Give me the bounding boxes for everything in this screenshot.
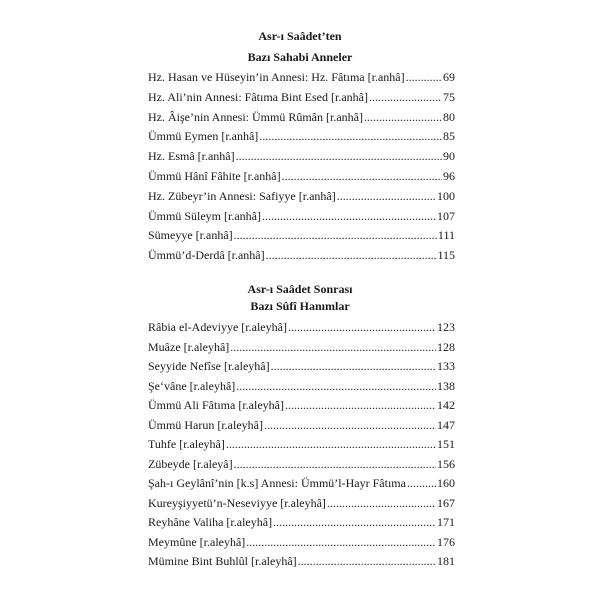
entry-title: Hz. Esmâ [r.anhâ]: [148, 149, 235, 164]
entry-page-number: 80: [443, 109, 455, 124]
section2-heading-line2: Bazı Sûfî Hanımlar: [250, 299, 350, 313]
entry-title: Ümmü’d-Derdâ [r.anhâ]: [148, 248, 265, 263]
entry-page-number: 133: [437, 359, 455, 373]
dot-leader: [226, 435, 436, 455]
toc-entry[interactable]: [148, 88, 455, 108]
toc-entry[interactable]: [148, 338, 455, 358]
entry-title: Seyyide Nefîse [r.aleyhâ]: [148, 359, 270, 373]
entry-page-number: 181: [437, 554, 455, 568]
dot-leader: [262, 207, 436, 227]
entry-title: Meymûne [r.aleyhâ]: [148, 534, 246, 549]
toc-entry[interactable]: [148, 455, 455, 475]
entry-page-number: 100: [437, 188, 455, 203]
entry-page-number: 176: [437, 534, 455, 549]
entry-page-number: 151: [437, 437, 455, 451]
entry-title: Ümmü Süleym [r.anhâ]: [148, 208, 261, 223]
toc-entry[interactable]: [148, 396, 455, 416]
entry-title: Tuhfe [r.aleyhâ]: [148, 437, 225, 451]
toc-entry[interactable]: [148, 357, 455, 377]
dot-leader: [236, 377, 436, 397]
toc-entry[interactable]: [148, 435, 455, 455]
entry-title: Hz. Zübeyr’in Annesi: Safiyye [r.anhâ]: [148, 188, 336, 203]
entry-page-number: 128: [437, 339, 455, 354]
section1-heading-line2: Bazı Sahabi Anneler: [247, 50, 353, 64]
toc-entry[interactable]: [148, 207, 455, 227]
toc-entry[interactable]: [148, 474, 455, 494]
entry-title: Ümmü Eymen [r.anhâ]: [148, 129, 259, 144]
entry-title: Râbia el-Adeviyye [r.aleyhâ]: [148, 320, 287, 334]
toc-entry[interactable]: [148, 318, 455, 338]
entry-page-number: 75: [443, 89, 455, 104]
entry-title: Ümmü Hânî Fâhite [r.anhâ]: [148, 168, 281, 183]
dot-leader: [246, 533, 436, 553]
dot-leader: [234, 455, 436, 475]
entry-page-number: 90: [443, 149, 455, 164]
entry-title: Hz. Âişe’nin Annesi: Ümmü Rûmân [r.anhâ]: [148, 109, 363, 124]
entry-title: Şe‘vâne [r.aleyhâ]: [148, 378, 236, 393]
entry-page-number: 85: [443, 129, 455, 144]
dot-leader: [288, 318, 436, 338]
entry-title: Sümeyye [r.anhâ]: [148, 228, 233, 243]
dot-leader: [298, 552, 436, 572]
entry-title: Zübeyde [r.aleyâ]: [148, 456, 233, 471]
entry-page-number: 123: [437, 320, 455, 334]
entry-page-number: 156: [437, 456, 455, 471]
dot-leader: [369, 88, 442, 108]
entry-page-number: 96: [443, 168, 455, 183]
toc-entry[interactable]: [148, 552, 455, 572]
toc-entry[interactable]: [148, 416, 455, 436]
toc-entry[interactable]: [148, 246, 455, 266]
entry-page-number: 171: [437, 515, 455, 529]
entry-page-number: 160: [437, 476, 455, 490]
dot-leader: [236, 147, 442, 167]
entry-page-number: 115: [437, 248, 455, 263]
toc-entry[interactable]: [148, 377, 455, 397]
entry-page-number: 111: [437, 228, 455, 243]
dot-leader: [264, 416, 436, 436]
entry-page-number: 142: [437, 398, 455, 412]
entry-page-number: 147: [437, 417, 455, 432]
dot-leader: [406, 68, 442, 88]
entry-title: Muâze [r.aleyhâ]: [148, 339, 230, 354]
section2-toc-list: [148, 318, 455, 572]
toc-entry[interactable]: [148, 226, 455, 246]
dot-leader: [259, 127, 442, 147]
dot-leader: [273, 513, 436, 533]
toc-entry[interactable]: [148, 494, 455, 514]
entry-title: Reyhâne Valiha [r.aleyhâ]: [148, 515, 273, 529]
dot-leader: [266, 246, 437, 266]
dot-leader: [230, 338, 436, 358]
entry-title: Hz. Ali’nin Annesi: Fâtıma Bint Esed [r.anhâ]: [148, 89, 368, 104]
toc-entry[interactable]: [148, 533, 455, 553]
toc-entry[interactable]: [148, 187, 455, 207]
entry-title: Şah-ı Geylânî’nin [k.s] Annesi: Ümmü’l-Hayr Fâtıma: [148, 476, 406, 490]
toc-entry[interactable]: [148, 108, 455, 128]
section1-toc-list: [148, 68, 455, 266]
dot-leader: [337, 187, 436, 207]
entry-title: Mümine Bint Buhlûl [r.aleyhâ]: [148, 554, 297, 568]
entry-title: Kureyşiyyetü’n-Neseviyye [r.aleyhâ]: [148, 495, 326, 510]
section2-heading-line1: Asr-ı Saâdet Sonrası: [247, 282, 353, 296]
toc-entry[interactable]: [148, 68, 455, 88]
dot-leader: [234, 226, 437, 246]
dot-leader: [282, 167, 442, 187]
dot-leader: [407, 474, 436, 494]
entry-title: Ümmü Ali Fâtıma [r.aleyhâ]: [148, 398, 284, 412]
toc-entry[interactable]: [148, 147, 455, 167]
dot-leader: [364, 108, 442, 128]
toc-entry[interactable]: [148, 127, 455, 147]
entry-title: Hz. Hasan ve Hüseyin’in Annesi: Hz. Fâtıma [r.anhâ]: [148, 70, 405, 84]
toc-entry[interactable]: [148, 513, 455, 533]
entry-page-number: 167: [437, 495, 455, 510]
dot-leader: [271, 357, 436, 377]
entry-page-number: 138: [437, 378, 455, 393]
entry-page-number: 107: [437, 208, 455, 223]
dot-leader: [327, 494, 436, 514]
section1-heading-line1: Asr-ı Saâdet’ten: [258, 29, 342, 43]
dot-leader: [285, 396, 436, 416]
entry-title: Ümmü Harun [r.aleyhâ]: [148, 417, 263, 432]
toc-entry[interactable]: [148, 167, 455, 187]
entry-page-number: 69: [443, 70, 455, 84]
